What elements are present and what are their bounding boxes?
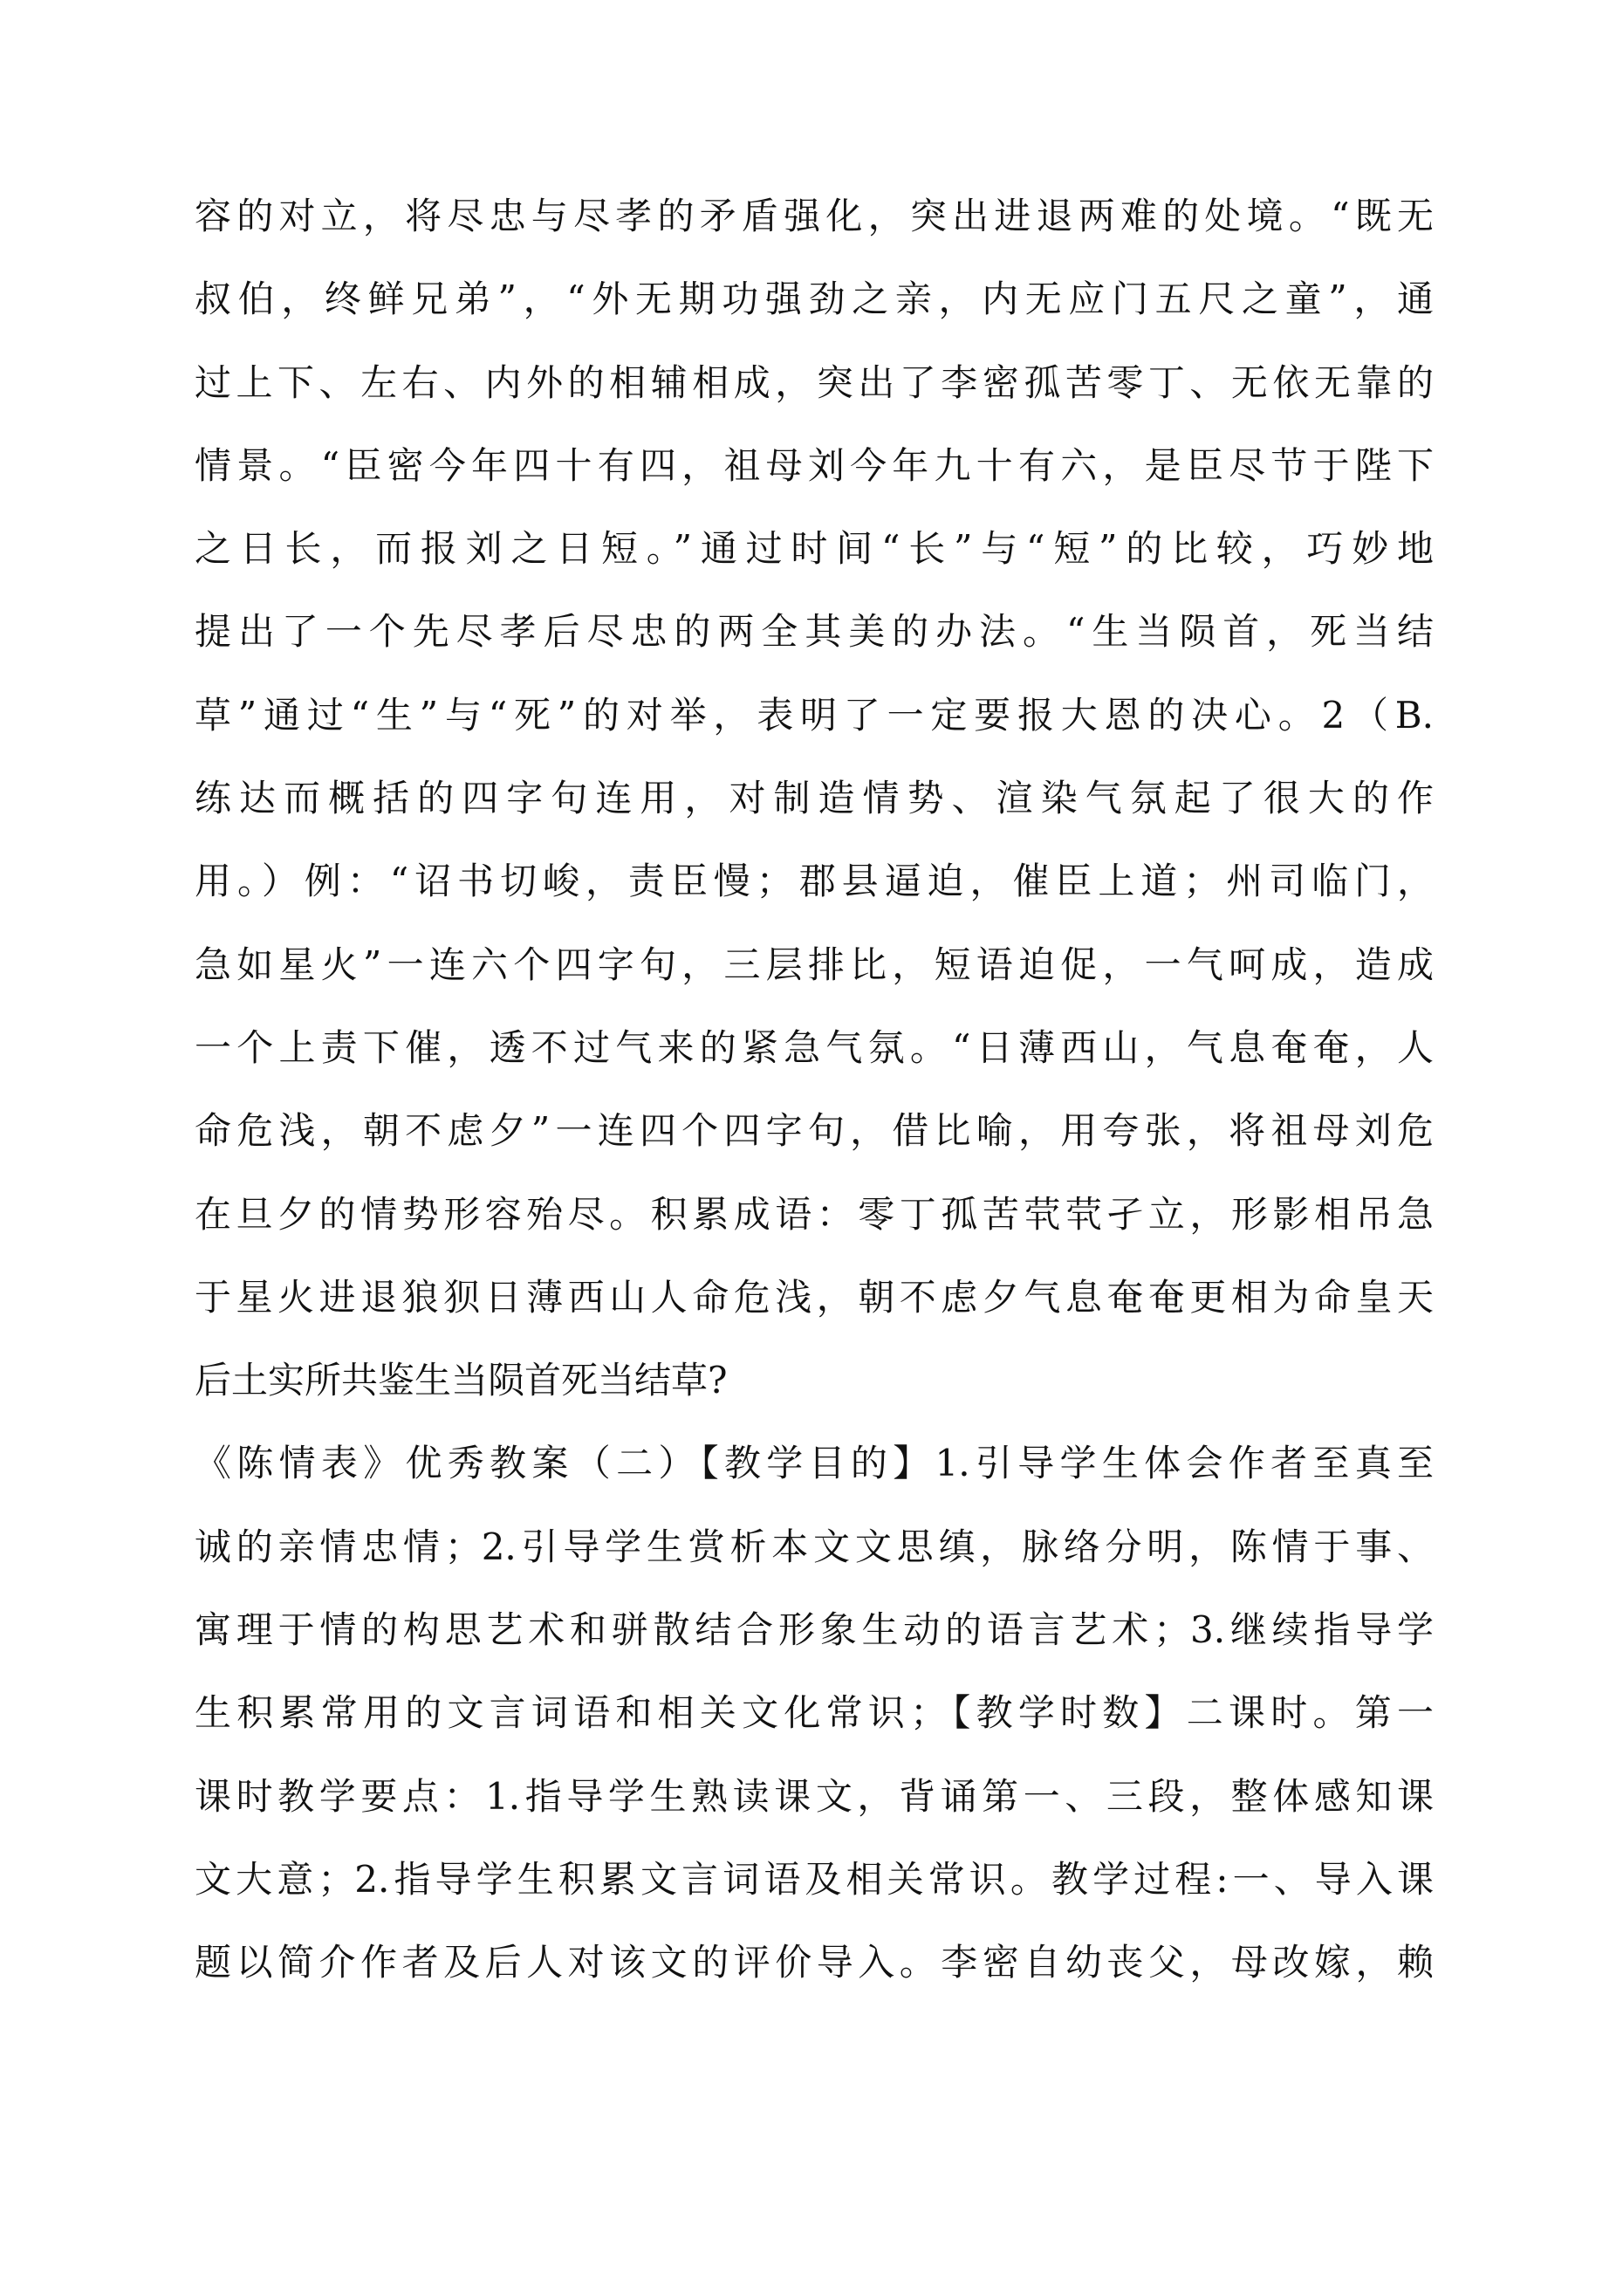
text-line: 叔伯，终鲜兄弟”，“外无期功强劲之亲，内无应门五尺之童”，通 (195, 278, 1434, 321)
text-line: 生积累常用的文言词语和相关文化常识；【教学时数】二课时。第一 (195, 1691, 1434, 1735)
text-line: 用。）例：“诏书切峻，责臣慢；郡县逼迫，催臣上道；州司临门， (195, 860, 1434, 903)
text-line: 容的对立，将尽忠与尽孝的矛盾强化，突出进退两难的处境。“既无 (195, 195, 1434, 237)
text-line: 寓理于情的构思艺术和骈散结合形象生动的语言艺术；3.继续指导学 (195, 1608, 1434, 1652)
text-line: 情景。“臣密今年四十有四，祖母刘今年九十有六，是臣尽节于陛下 (195, 443, 1434, 487)
text-line: 于星火进退狼狈日薄西山人命危浅，朝不虑夕气息奄奄更相为命皇天 (195, 1275, 1434, 1319)
text-line: 诚的亲情忠情；2.引导学生赏析本文文思缜，脉络分明，陈情于事、 (195, 1525, 1434, 1568)
text-line: 一个上责下催，透不过气来的紧急气氛。“日薄西山，气息奄奄，人 (195, 1025, 1434, 1069)
text-line: 命危浅，朝不虑夕”一连四个四字句，借比喻，用夸张，将祖母刘危 (195, 1109, 1434, 1153)
text-line: 草”通过“生”与“死”的对举，表明了一定要报大恩的决心。2（B. (195, 693, 1434, 737)
text-line: 文大意；2.指导学生积累文言词语及相关常识。教学过程:一、导入课 (195, 1857, 1434, 1901)
text-body (195, 175, 1434, 2005)
text-line: 在旦夕的情势形容殆尽。积累成语：零丁孤苦茕茕孑立，形影相吊急 (195, 1192, 1434, 1236)
text-line: 练达而概括的四字句连用，对制造情势、渲染气氛起了很大的作 (195, 777, 1434, 820)
text-line: 急如星火”一连六个四字句，三层排比，短语迫促，一气呵成，造成 (195, 942, 1434, 986)
text-line: 后土实所共鉴生当陨首死当结草? (195, 1359, 728, 1402)
text-line: 过上下、左右、内外的相辅相成，突出了李密孤苦零丁、无依无靠的 (195, 360, 1434, 404)
text-line: 课时教学要点：1.指导学生熟读课文，背诵第一、三段，整体感知课 (195, 1774, 1434, 1818)
text-line: 题以简介作者及后人对该文的评价导入。李密自幼丧父，母改嫁，赖 (195, 1941, 1434, 1984)
section-heading-line: 《陈情表》优秀教案（二）【教学目的】1.引导学生体会作者至真至 (195, 1442, 1434, 1485)
text-line: 提出了一个先尽孝后尽忠的两全其美的办法。“生当陨首，死当结 (195, 610, 1434, 654)
text-line: 之日长，而报刘之日短。”通过时间“长”与“短”的比较，巧妙地 (195, 527, 1434, 571)
